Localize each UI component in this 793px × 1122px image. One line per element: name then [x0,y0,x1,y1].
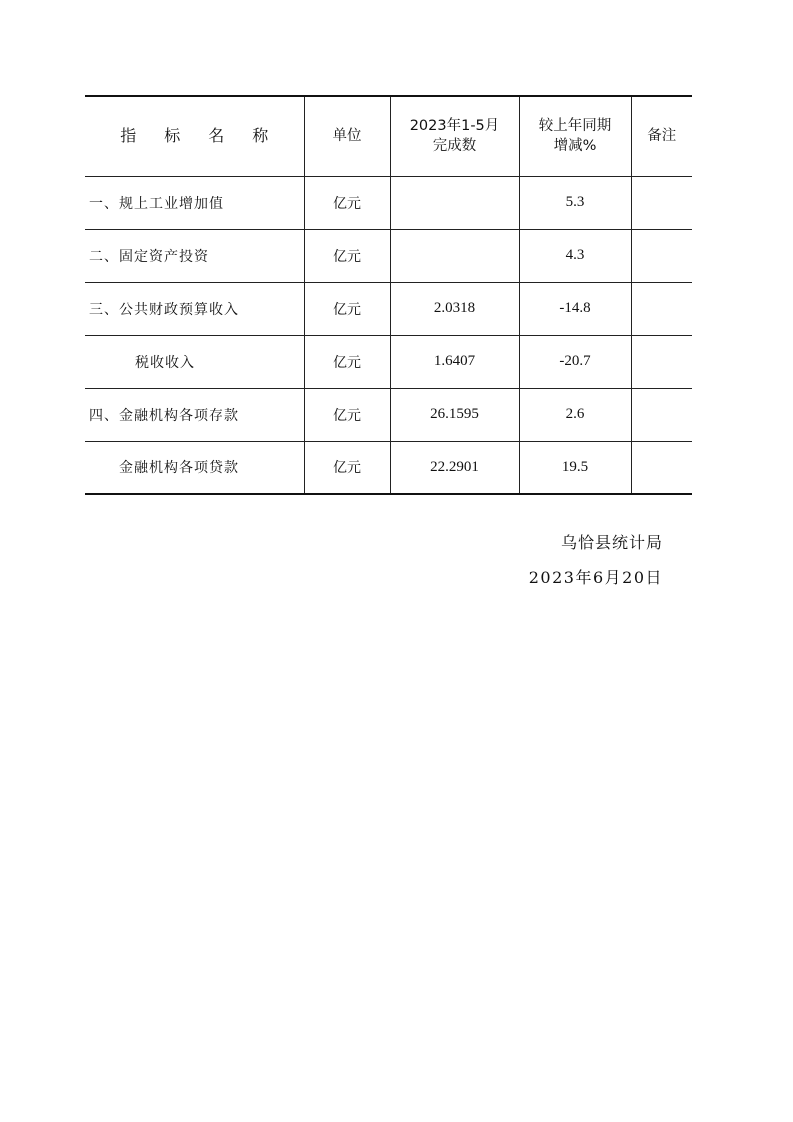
header-indicator-name [85,96,304,176]
header-name-char: 名 [208,126,225,146]
row-unit: 亿元 [304,282,390,335]
issuing-organization: 乌恰县统计局 [560,533,663,552]
row-unit: 亿元 [304,335,390,388]
row-name: 四、金融机构各项存款 [85,388,304,441]
header-change-line2: 增减% [553,138,597,155]
table-row [85,335,692,388]
table-header-row [85,96,692,176]
row-change: 4.3 [519,229,631,282]
row-name: 金融机构各项贷款 [85,441,304,494]
row-unit: 亿元 [304,388,390,441]
row-remark [631,388,692,441]
header-unit: 单位 [304,96,390,176]
header-change [519,96,631,176]
row-change: 2.6 [519,388,631,441]
header-name-char: 标 [164,126,181,146]
row-change: -14.8 [519,282,631,335]
statistics-table [85,95,692,495]
row-change: 19.5 [519,441,631,494]
row-name: 三、公共财政预算收入 [85,282,304,335]
header-completed-line2: 完成数 [432,138,477,155]
row-completed: 2.0318 [390,282,519,335]
row-change: 5.3 [519,176,631,229]
row-completed [390,176,519,229]
header-completed [390,96,519,176]
row-remark [631,229,692,282]
header-change-line1: 较上年同期 [538,118,612,135]
row-completed [390,229,519,282]
issue-date: 2023年6月20日 [528,568,663,587]
table-row [85,176,692,229]
row-name: 一、规上工业增加值 [85,176,304,229]
row-change: -20.7 [519,335,631,388]
row-unit: 亿元 [304,176,390,229]
row-name: 二、固定资产投资 [85,229,304,282]
table-row [85,441,692,494]
table-row [85,229,692,282]
row-completed: 26.1595 [390,388,519,441]
row-completed: 1.6407 [390,335,519,388]
table-row [85,388,692,441]
header-remark: 备注 [631,96,692,176]
header-completed-line1: 2023年1-5月 [409,118,500,135]
row-remark [631,282,692,335]
row-remark [631,335,692,388]
row-unit: 亿元 [304,441,390,494]
header-name-char: 指 [120,126,137,146]
table-row [85,282,692,335]
header-name-char: 称 [252,126,269,146]
row-remark [631,176,692,229]
row-unit: 亿元 [304,229,390,282]
row-name: 税收收入 [85,335,304,388]
row-remark [631,441,692,494]
row-completed: 22.2901 [390,441,519,494]
